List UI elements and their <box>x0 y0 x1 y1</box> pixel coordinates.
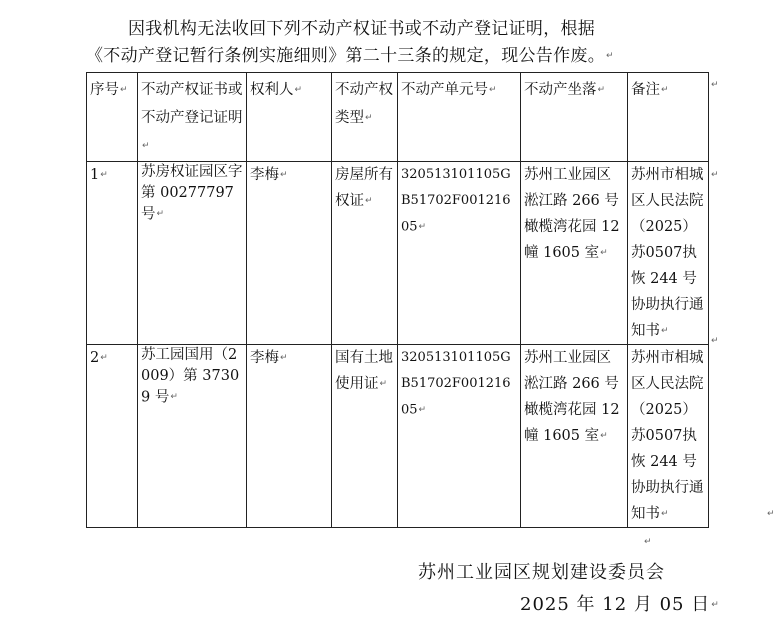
paragraph-mark-icon: ↵ <box>365 196 373 206</box>
table-header-row <box>87 73 709 162</box>
paragraph-mark-icon: ↵ <box>100 170 108 180</box>
row-index: 2↵ <box>87 345 138 528</box>
paragraph-mark-icon: ↵ <box>600 431 608 441</box>
paragraph-mark-icon: ↵ <box>661 509 669 519</box>
table-row <box>87 345 709 528</box>
header-holder: 权利人↵ <box>247 73 332 162</box>
header-index: 序号↵ <box>87 73 138 162</box>
row-holder: 李梅↵ <box>247 162 332 345</box>
row-location: 苏州工业园区淞江路 266 号橄榄湾花园 12 幢 1605 室↵ <box>521 162 628 345</box>
paragraph-mark-icon: ↵ <box>365 113 373 123</box>
paragraph-mark-icon: ↵ <box>606 51 614 61</box>
row-location: 苏州工业园区淞江路 266 号橄榄湾花园 12 幢 1605 室↵ <box>521 345 628 528</box>
intro-line-1: 因我机构无法收回下列不动产权证书或不动产登记证明，根据 <box>128 19 596 39</box>
paragraph-mark-icon: ↵ <box>120 85 128 95</box>
table-row <box>87 162 709 345</box>
paragraph-mark-icon: ↵ <box>661 326 669 336</box>
row-unit-number: 320513101105GB51702F00121605↵ <box>398 345 521 528</box>
header-certificate: 不动产权证书或不动产登记证明↵ <box>138 73 247 162</box>
paragraph-mark-icon: ↵ <box>418 405 427 415</box>
paragraph-mark-icon: ↵ <box>379 379 388 389</box>
row-remark: 苏州市相城区人民法院（2025）苏0507执恢 244 号协助执行通知书↵ <box>628 345 709 528</box>
paragraph-mark-icon: ↵ <box>597 85 606 95</box>
header-location: 不动产坐落↵ <box>521 73 628 162</box>
row-index: 1↵ <box>87 162 138 345</box>
row-remark: 苏州市相城区人民法院（2025）苏0507执恢 244 号协助执行通知书↵ <box>628 162 709 345</box>
paragraph-mark-icon: ↵ <box>418 222 427 232</box>
paragraph-mark-icon: ↵ <box>294 85 303 95</box>
row-right-type: 国有土地使用证↵ <box>332 345 398 528</box>
paragraph-mark-icon: ↵ <box>280 353 288 363</box>
paragraph-mark-icon: ↵ <box>280 170 288 180</box>
paragraph-mark-icon: ↵ <box>100 353 108 363</box>
paragraph-mark-icon: ↵ <box>661 85 669 95</box>
issue-date: 2025 年 12 月 05 日↵ <box>520 594 720 615</box>
row-end-mark-icon: ↵ <box>711 336 719 346</box>
issuing-organization: 苏州工业园区规划建设委员会 <box>418 562 665 583</box>
paragraph-mark-icon: ↵ <box>156 209 165 219</box>
header-remark: 备注↵ <box>628 73 709 162</box>
row-unit-number: 320513101105GB51702F00121605↵ <box>398 162 521 345</box>
row-right-type: 房屋所有权证↵ <box>332 162 398 345</box>
row-certificate: 苏工园国用（2009）第 37309 号↵ <box>138 345 247 528</box>
row-holder: 李梅↵ <box>247 345 332 528</box>
row-certificate: 苏房权证园区字第 00277797 号↵ <box>138 162 247 345</box>
header-unit-number: 不动产单元号↵ <box>398 73 521 162</box>
notice-intro <box>86 16 766 70</box>
paragraph-mark-icon: ↵ <box>489 85 497 95</box>
paragraph-mark-icon: ↵ <box>170 392 178 402</box>
header-right-type: 不动产权类型↵ <box>332 73 398 162</box>
paragraph-mark-icon: ↵ <box>711 600 720 610</box>
intro-line-2: 《不动产登记暂行条例实施细则》第二十三条的规定，现公告作废。 <box>86 46 605 66</box>
paragraph-mark-icon: ↵ <box>600 248 608 258</box>
paragraph-mark-icon: ↵ <box>644 537 652 547</box>
void-certificate-table <box>86 72 709 528</box>
row-end-mark-icon: ↵ <box>711 170 719 180</box>
row-end-mark-icon: ↵ <box>711 80 719 90</box>
paragraph-mark-icon: ↵ <box>767 509 775 519</box>
paragraph-mark-icon: ↵ <box>142 141 150 151</box>
